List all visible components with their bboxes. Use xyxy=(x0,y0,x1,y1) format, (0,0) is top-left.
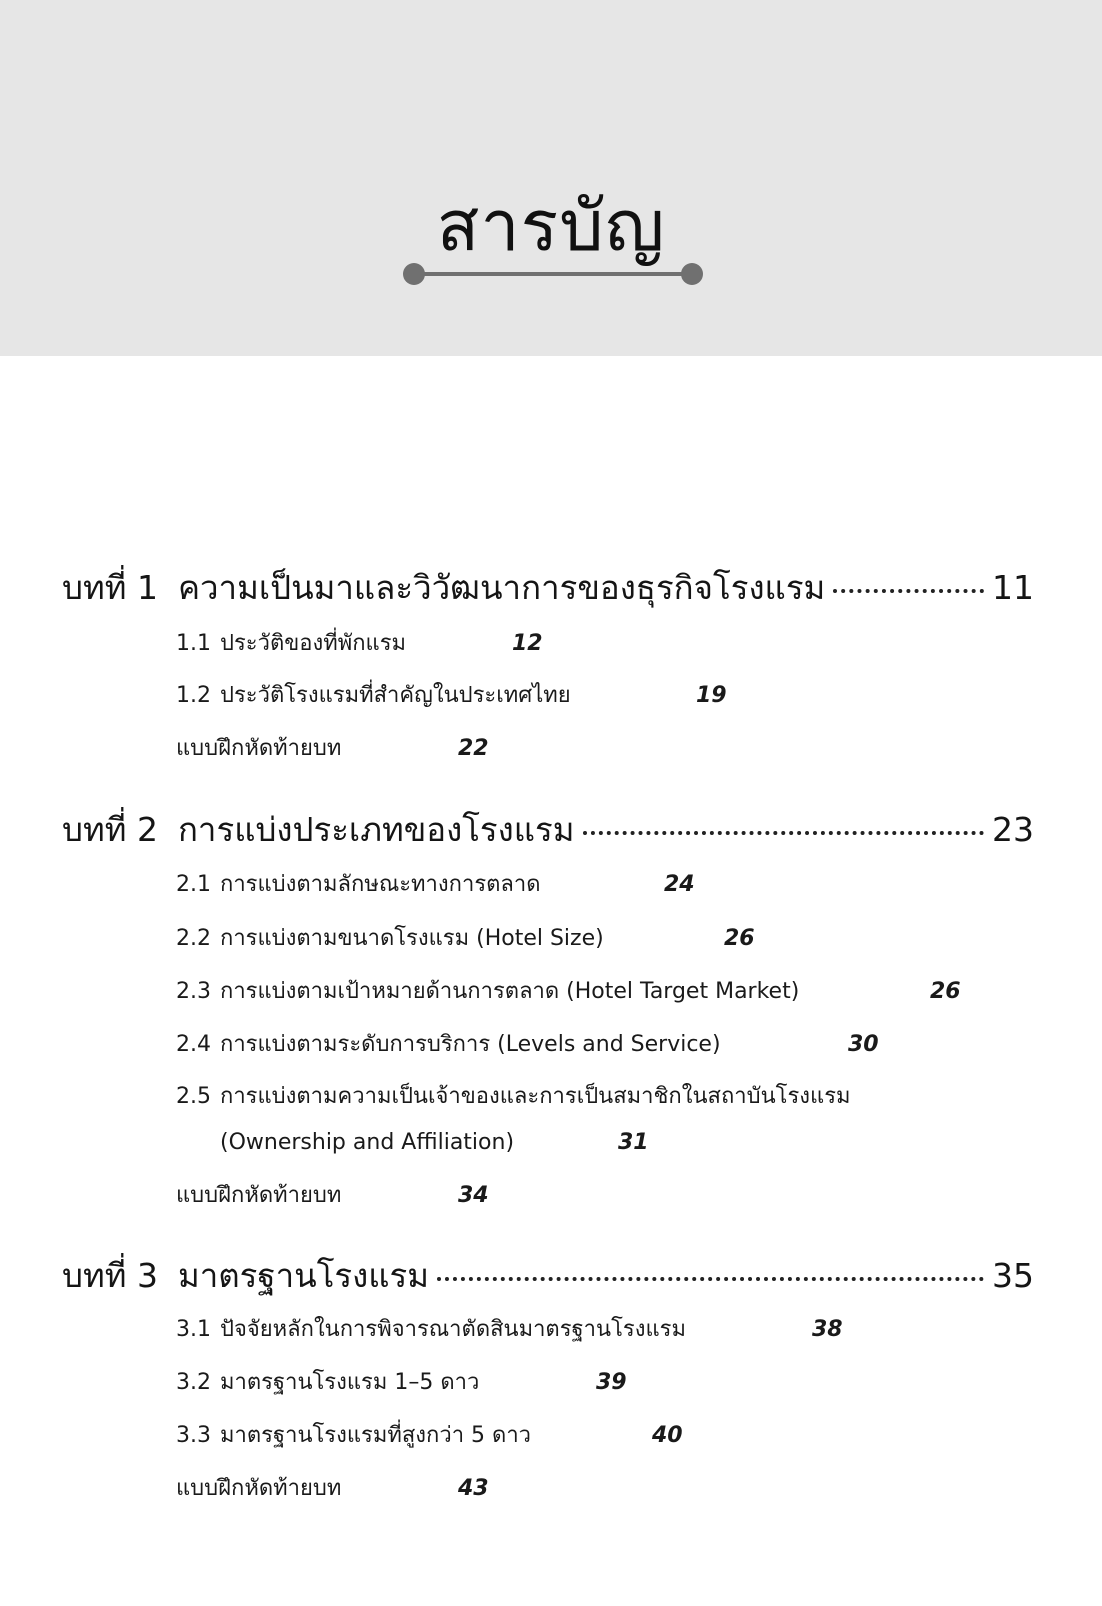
title-underline-bar xyxy=(413,272,693,276)
title-underline xyxy=(403,263,703,285)
entry-text: การแบ่งตามเป้าหมายด้านการตลาด (Hotel Target Market) xyxy=(220,979,800,1004)
entry-number: 2.4 xyxy=(176,1032,211,1057)
chapter-label: บทที่ 1 xyxy=(62,568,158,607)
entry-page-number: 22 xyxy=(458,736,489,761)
header-band xyxy=(0,0,1102,356)
toc-entry-1-exercise[interactable] xyxy=(176,731,1036,767)
entry-number: 3.2 xyxy=(176,1370,211,1395)
chapter-3-heading[interactable] xyxy=(62,1248,1034,1304)
toc-entry-2-4[interactable] xyxy=(176,1027,1036,1063)
chapter-title: มาตรฐานโรงแรม xyxy=(177,1256,429,1295)
chapter-label: บทที่ 3 xyxy=(62,1256,158,1295)
chapter-label: บทที่ 2 xyxy=(62,810,158,849)
entry-text: แบบฝึกหัดท้ายบท xyxy=(176,1183,342,1208)
entry-page-number: 38 xyxy=(812,1317,843,1342)
entry-text: ปัจจัยหลักในการพิจารณาตัดสินมาตรฐานโรงแรม xyxy=(220,1317,686,1342)
page-title: สารบัญ xyxy=(436,185,666,267)
entry-text: ประวัติโรงแรมที่สำคัญในประเทศไทย xyxy=(220,683,571,708)
chapter-title: การแบ่งประเภทของโรงแรม xyxy=(177,810,575,849)
dot-leader xyxy=(833,589,984,593)
dot-leader xyxy=(583,831,984,835)
title-underline-left-dot xyxy=(403,263,425,285)
entry-page-number: 40 xyxy=(652,1423,683,1448)
entry-page-number: 12 xyxy=(512,631,543,656)
entry-text: การแบ่งตามขนาดโรงแรม (Hotel Size) xyxy=(220,926,604,951)
toc-entry-2-2[interactable] xyxy=(176,921,1036,957)
toc-entry-2-5[interactable] xyxy=(176,1079,1036,1115)
chapter-1-heading[interactable] xyxy=(62,560,1034,616)
entry-number: 3.1 xyxy=(176,1317,211,1342)
entry-page-number: 31 xyxy=(618,1130,649,1155)
chapter-page-number: 23 xyxy=(992,810,1034,849)
entry-text: แบบฝึกหัดท้ายบท xyxy=(176,1476,342,1501)
entry-number: 2.2 xyxy=(176,926,211,951)
entry-number: 3.3 xyxy=(176,1423,211,1448)
entry-page-number: 26 xyxy=(930,979,961,1004)
entry-page-number: 34 xyxy=(458,1183,489,1208)
entry-text: แบบฝึกหัดท้ายบท xyxy=(176,736,342,761)
entry-number: 2.3 xyxy=(176,979,211,1004)
toc-entry-3-3[interactable] xyxy=(176,1418,1036,1454)
toc-entry-2-3[interactable] xyxy=(176,974,1036,1010)
toc-entry-2-1[interactable] xyxy=(176,867,1036,903)
entry-page-number: 30 xyxy=(848,1032,879,1057)
entry-text: มาตรฐานโรงแรมที่สูงกว่า 5 ดาว xyxy=(220,1423,532,1448)
entry-page-number: 26 xyxy=(724,926,755,951)
entry-text: มาตรฐานโรงแรม 1–5 ดาว xyxy=(220,1370,480,1395)
entry-number: 1.1 xyxy=(176,631,211,656)
toc-entry-1-2[interactable] xyxy=(176,678,1036,714)
chapter-title: ความเป็นมาและวิวัฒนาการของธุรกิจโรงแรม xyxy=(177,568,826,607)
entry-number: 1.2 xyxy=(176,683,211,708)
entry-page-number: 24 xyxy=(664,872,695,897)
toc-entry-1-1[interactable] xyxy=(176,626,1036,662)
toc-entry-3-2[interactable] xyxy=(176,1365,1036,1401)
chapter-2-heading[interactable] xyxy=(62,802,1034,858)
chapter-page-number: 11 xyxy=(992,568,1034,607)
entry-page-number: 19 xyxy=(696,683,727,708)
entry-text: การแบ่งตามความเป็นเจ้าของและการเป็นสมาชิกในสถาบันโรงแรม xyxy=(220,1084,851,1109)
toc-entry-3-exercise[interactable] xyxy=(176,1471,1036,1507)
dot-leader xyxy=(437,1277,984,1281)
title-underline-right-dot xyxy=(681,263,703,285)
entry-text: (Ownership and Affiliation) xyxy=(220,1130,515,1155)
entry-text: ประวัติของที่พักแรม xyxy=(220,631,407,656)
entry-number: 2.1 xyxy=(176,872,211,897)
entry-text: การแบ่งตามลักษณะทางการตลาด xyxy=(220,872,541,897)
entry-page-number: 39 xyxy=(596,1370,627,1395)
entry-text: การแบ่งตามระดับการบริการ (Levels and Service) xyxy=(220,1032,721,1057)
toc-entry-3-1[interactable] xyxy=(176,1312,1036,1348)
entry-number: 2.5 xyxy=(176,1084,211,1109)
chapter-page-number: 35 xyxy=(992,1256,1034,1295)
toc-entry-2-5-continued[interactable] xyxy=(220,1125,1080,1161)
entry-page-number: 43 xyxy=(458,1476,489,1501)
toc-entry-2-exercise[interactable] xyxy=(176,1178,1036,1214)
